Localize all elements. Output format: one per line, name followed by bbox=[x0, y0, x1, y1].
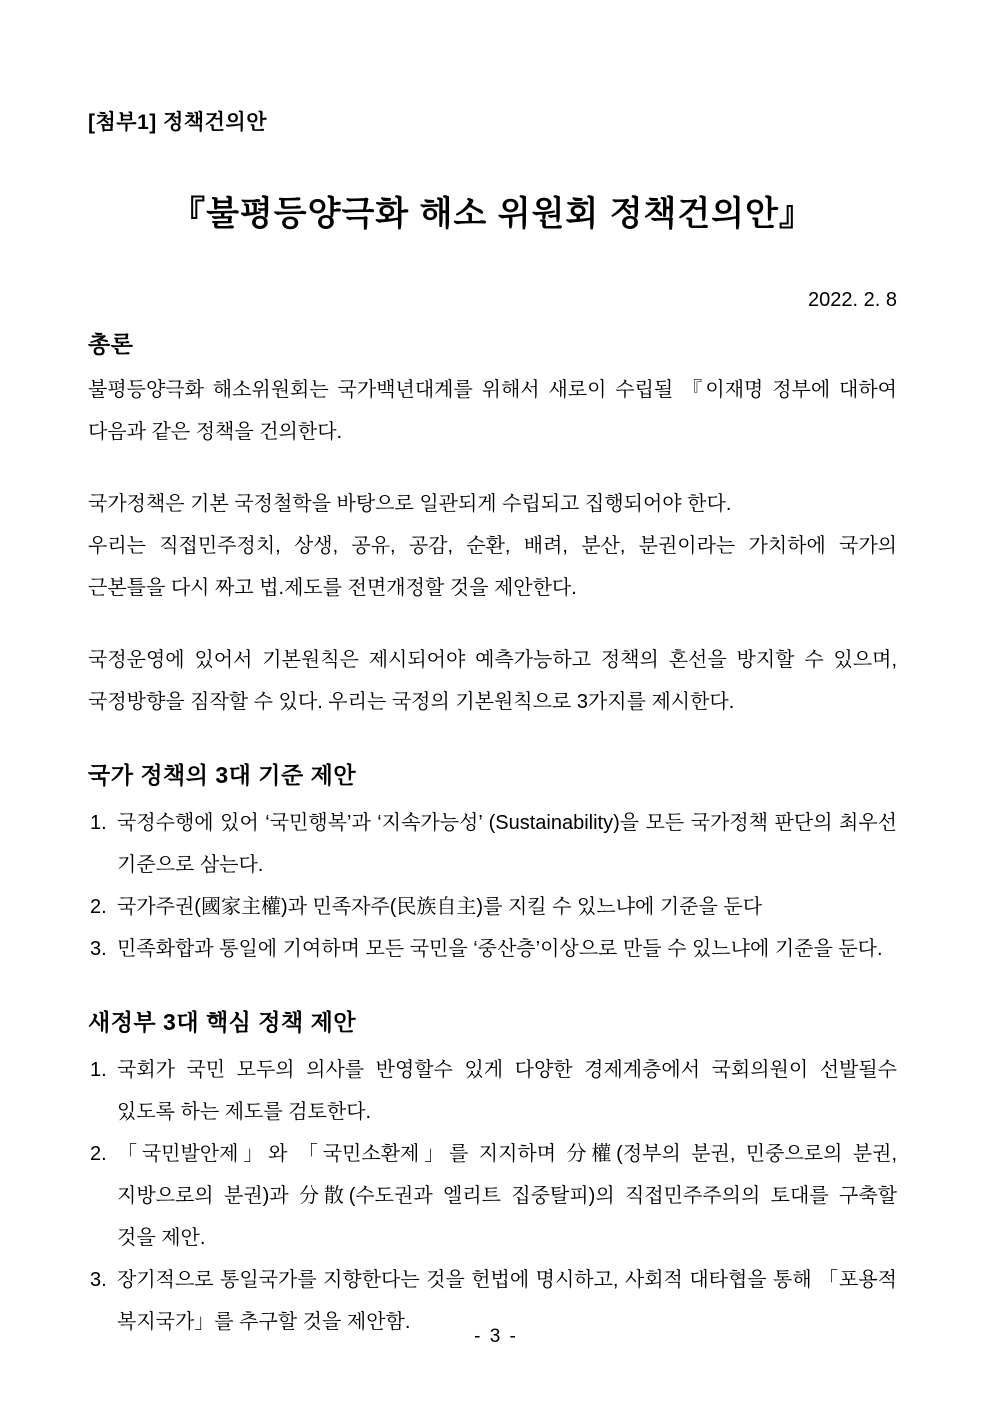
list-item-text: 「국민발안제」와 「국민소환제」를 지지하며 分權(정부의 분권, 민중으로의 분권, 지방으로의 분권)과 分散(수도권과 엘리트 집중탈피)의 직접민주주의의 토대를 구축할 것을 제안. bbox=[117, 1143, 897, 1249]
intro-paragraph-3 bbox=[88, 639, 897, 723]
list-item bbox=[88, 886, 897, 928]
policy-list bbox=[88, 1049, 897, 1343]
list-item-number: 2. bbox=[90, 1143, 107, 1165]
section-heading-overview: 총론 bbox=[88, 331, 134, 357]
list-item-text: 장기적으로 통일국가를 지향한다는 것을 헌법에 명시하고, 사회적 대타협을 통해 「포용적 복지국가」를 추구할 것을 제안함. bbox=[117, 1269, 897, 1333]
list-item-number: 1. bbox=[90, 1059, 107, 1081]
list-item-number: 3. bbox=[90, 938, 107, 960]
paragraph-text: 불평등양극화 해소위원회는 국가백년대계를 위해서 새로이 수립될 『이재명 정부에 대하여 다음과 같은 정책을 건의한다. bbox=[88, 379, 897, 443]
list-item bbox=[88, 928, 897, 970]
paragraph-text: 우리는 직접민주정치, 상생, 공유, 공감, 순환, 배려, 분산, 분권이라는 가치하에 국가의 근본틀을 다시 짜고 법.제도를 전면개정할 것을 제안한다. bbox=[88, 535, 897, 599]
intro-paragraph-1 bbox=[88, 369, 897, 453]
paragraph-text: 국정운영에 있어서 기본원칙은 제시되어야 예측가능하고 정책의 혼선을 방지할 수 있으며, 국정방향을 짐작할 수 있다. 우리는 국정의 기본원칙으로 3가지를 제시한다. bbox=[88, 649, 897, 713]
criteria-list bbox=[88, 802, 897, 970]
list-item bbox=[88, 802, 897, 886]
document-date: 2022. 2. 8 bbox=[808, 289, 897, 311]
list-item-number: 1. bbox=[90, 812, 107, 834]
attachment-label: [첨부1] 정책건의안 bbox=[88, 111, 268, 134]
list-item bbox=[88, 1049, 897, 1133]
list-item-number: 2. bbox=[90, 896, 107, 918]
list-item bbox=[88, 1133, 897, 1259]
list-item-number: 3. bbox=[90, 1269, 107, 1291]
intro-paragraph-2 bbox=[88, 483, 897, 609]
list-item-text: 민족화합과 통일에 기여하며 모든 국민을 ‘중산층’이상으로 만들 수 있느냐에 기준을 둔다. bbox=[117, 938, 883, 960]
list-item-text: 국가주권(國家主權)과 민족자주(民族自主)를 지킬 수 있느냐에 기준을 둔다 bbox=[117, 896, 763, 918]
section-heading-policy: 새정부 3대 핵심 정책 제안 bbox=[88, 1009, 357, 1035]
section-heading-criteria: 국가 정책의 3대 기준 제안 bbox=[88, 762, 357, 788]
list-item-text: 국회가 국민 모두의 의사를 반영할수 있게 다양한 경제계층에서 국회의원이 선발될수 있도록 하는 제도를 검토한다. bbox=[117, 1059, 897, 1123]
document-title: 『불평등양극화 해소 위원회 정책건의안』 bbox=[171, 195, 814, 233]
paragraph-text: 국가정책은 기본 국정철학을 바탕으로 일관되게 수립되고 집행되어야 한다. bbox=[88, 493, 732, 515]
list-item-text: 국정수행에 있어 ‘국민행복’과 ‘지속가능성’ (Sustainability)을 모든 국가정책 판단의 최우선 기준으로 삼는다. bbox=[117, 812, 897, 876]
page-number: - 3 - bbox=[474, 1326, 518, 1347]
